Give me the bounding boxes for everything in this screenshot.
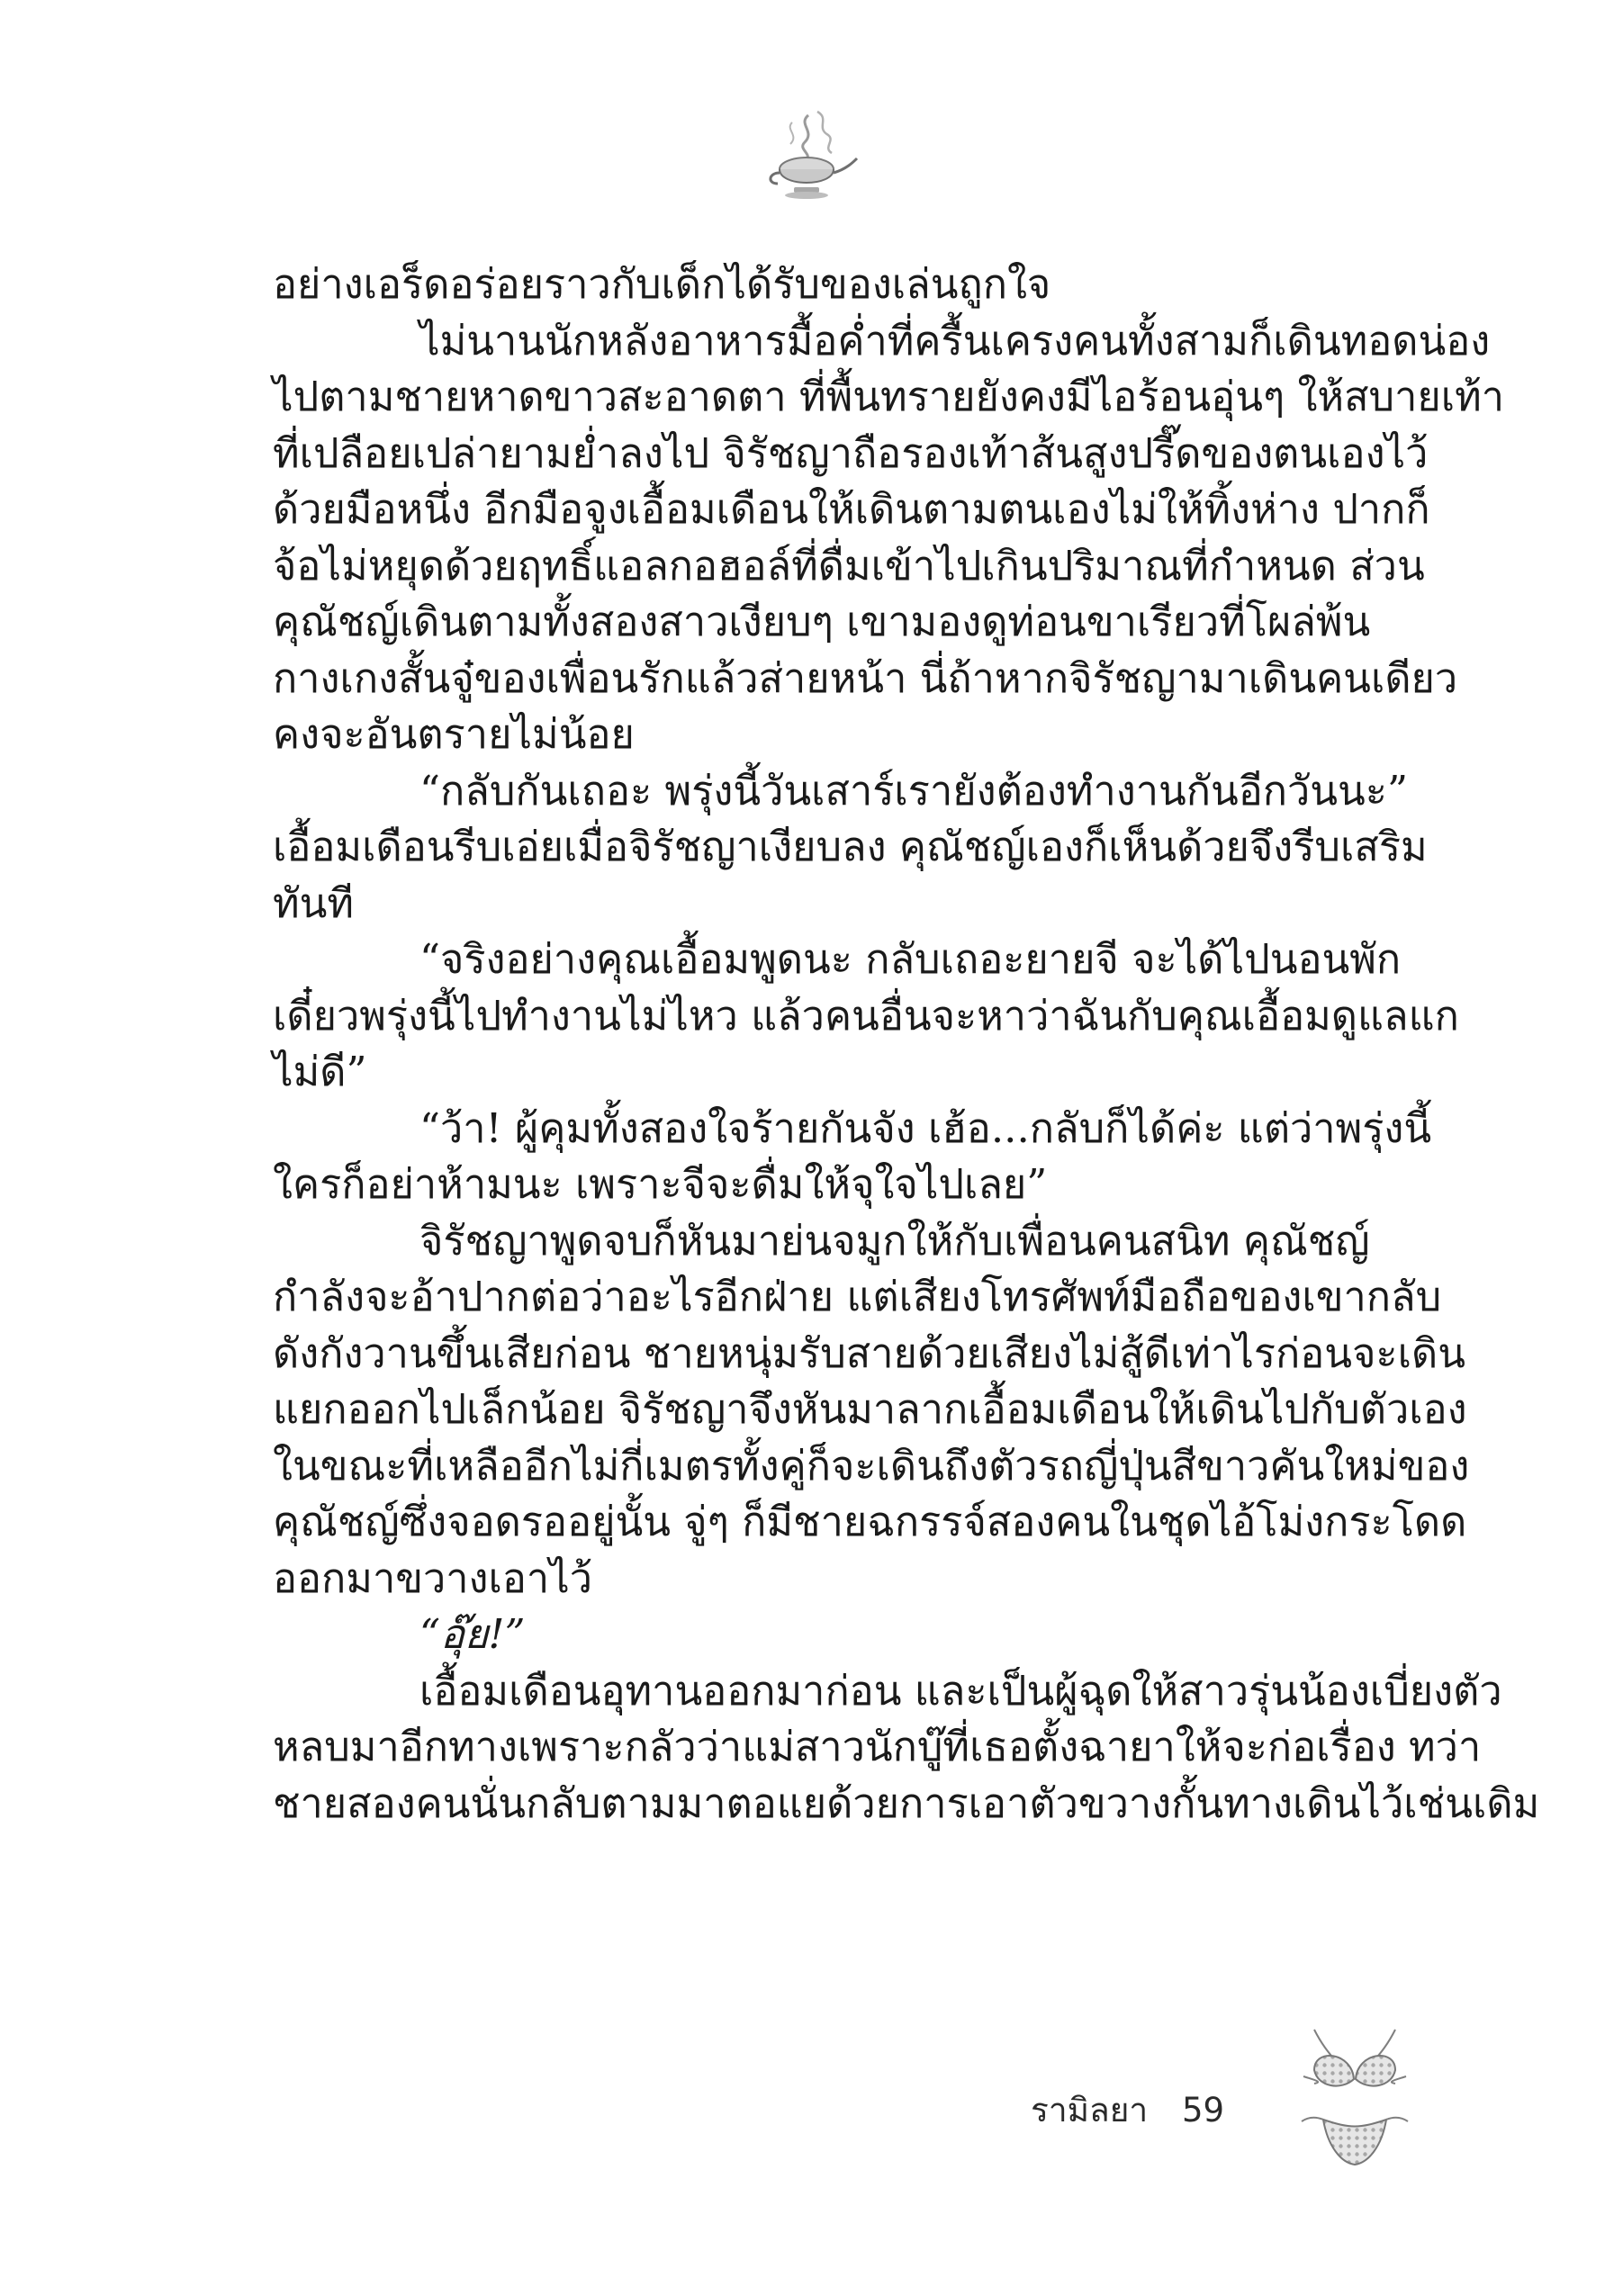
page-footer (1031, 2084, 1224, 2137)
text-line: แยกออกไปเล็กน้อย จิรัชญาจึงหันมาลากเอื้อมเดือนให้เดินไปกับตัวเอง (273, 1385, 1467, 1433)
book-title: รามิลยา (1031, 2091, 1149, 2129)
text-line: ใครก็อย่าห้ามนะ เพราะจีจะดื่มให้จุใจไปเลย” (273, 1160, 1048, 1208)
bikini-icon (1296, 2021, 1413, 2174)
text-line: ด้วยมือหนึ่ง อีกมือจูงเอื้อมเดือนให้เดินตามตนเองไม่ให้ทิ้งห่าง ปากก็ (273, 485, 1430, 533)
text-line: กำลังจะอ้าปากต่อว่าอะไรอีกฝ่าย แต่เสียงโทรศัพท์มือถือของเขากลับ (273, 1273, 1442, 1320)
text-line: ที่เปลือยเปล่ายามย่ำลงไป จิรัชญาถือรองเท้าส้นสูงปรี๊ดของตนเองไว้ (273, 428, 1429, 477)
text-line: “ว้า! ผู้คุมทั้งสองใจร้ายกันจัง เฮ้อ...กลับก็ได้ค่ะ แต่ว่าพรุ่งนี้ (419, 1103, 1432, 1152)
text-line: จ้อไม่หยุดด้วยฤทธิ์แอลกอฮอล์ที่ดื่มเข้าไปเกินปริมาณที่กำหนด ส่วน (273, 541, 1425, 590)
text-line: คุณัชญ์ซึ่งจอดรออยู่นั้น จู่ๆ ก็มีชายฉกรรจ์สองคนในชุดไอ้โม่งกระโดด (273, 1498, 1467, 1545)
text-line: เดี๋ยวพรุ่งนี้ไปทำงานไม่ไหว แล้วคนอื่นจะหาว่าฉันกับคุณเอื้อมดูแลแก (273, 991, 1459, 1040)
text-line: ไปตามชายหาดขาวสะอาดตา ที่พื้นทรายยังคงมีไอร้อนอุ่นๆ ให้สบายเท้า (273, 373, 1505, 420)
body-text (273, 257, 1540, 1832)
text-line: กางเกงสั้นจู๋ของเพื่อนรักแล้วส่ายหน้า นี่ถ้าหากจิรัชญามาเดินคนเดียว (273, 653, 1458, 702)
text-line: ในขณะที่เหลืออีกไม่กี่เมตรทั้งคู่ก็จะเดินถึงตัวรถญี่ปุ่นสีขาวคันใหม่ของ (273, 1441, 1470, 1490)
teapot-lamp-icon (753, 106, 861, 205)
text-line: เอื้อมเดือนอุทานออกมาก่อน และเป็นผู้ฉุดให้สาวรุ่นน้องเบี่ยงตัว (419, 1666, 1502, 1715)
page-number: 59 (1181, 2091, 1225, 2129)
text-line: หลบมาอีกทางเพราะกลัวว่าแม่สาวนักบู๊ที่เธอตั้งฉายาให้จะก่อเรื่อง ทว่า (273, 1723, 1482, 1770)
text-line: “กลับกันเถอะ พรุ่งนี้วันเสาร์เรายังต้องทำงานกันอีกวันนะ” (419, 766, 1408, 815)
text-line: ไม่ดี” (273, 1048, 367, 1095)
text-line: ไม่นานนักหลังอาหารมื้อค่ำที่ครื้นเครงคนทั้งสามก็เดินทอดน่อง (419, 316, 1491, 365)
text-line: อย่างเอร็ดอร่อยราวกับเด็กได้รับของเล่นถูกใจ (273, 260, 1051, 308)
text-line: “อุ๊ย!” (419, 1610, 526, 1658)
text-line: คงจะอันตรายไม่น้อย (273, 710, 635, 758)
text-line: จิรัชญาพูดจบก็หันมาย่นจมูกให้กับเพื่อนคนสนิท คุณัชญ์ (419, 1216, 1370, 1265)
text-line: เอื้อมเดือนรีบเอ่ยเมื่อจิรัชญาเงียบลง คุณัชญ์เองก็เห็นด้วยจึงรีบเสริม (273, 823, 1428, 870)
text-line: ชายสองคนนั่นกลับตามมาตอแยด้วยการเอาตัวขวางกั้นทางเดินไว้เช่นเดิม (273, 1778, 1540, 1827)
text-line: “จริงอย่างคุณเอื้อมพูดนะ กลับเถอะยายจี จะได้ไปนอนพัก (419, 935, 1402, 983)
text-line: ดังกังวานขึ้นเสียก่อน ชายหนุ่มรับสายด้วยเสียงไม่สู้ดีเท่าไรก่อนจะเดิน (273, 1328, 1465, 1377)
text-line: ทันที (273, 878, 355, 927)
text-line: คุณัชญ์เดินตามทั้งสองสาวเงียบๆ เขามองดูท่อนขาเรียวที่โผล่พ้น (273, 598, 1371, 645)
text-line: ออกมาขวางเอาไว้ (273, 1553, 593, 1602)
